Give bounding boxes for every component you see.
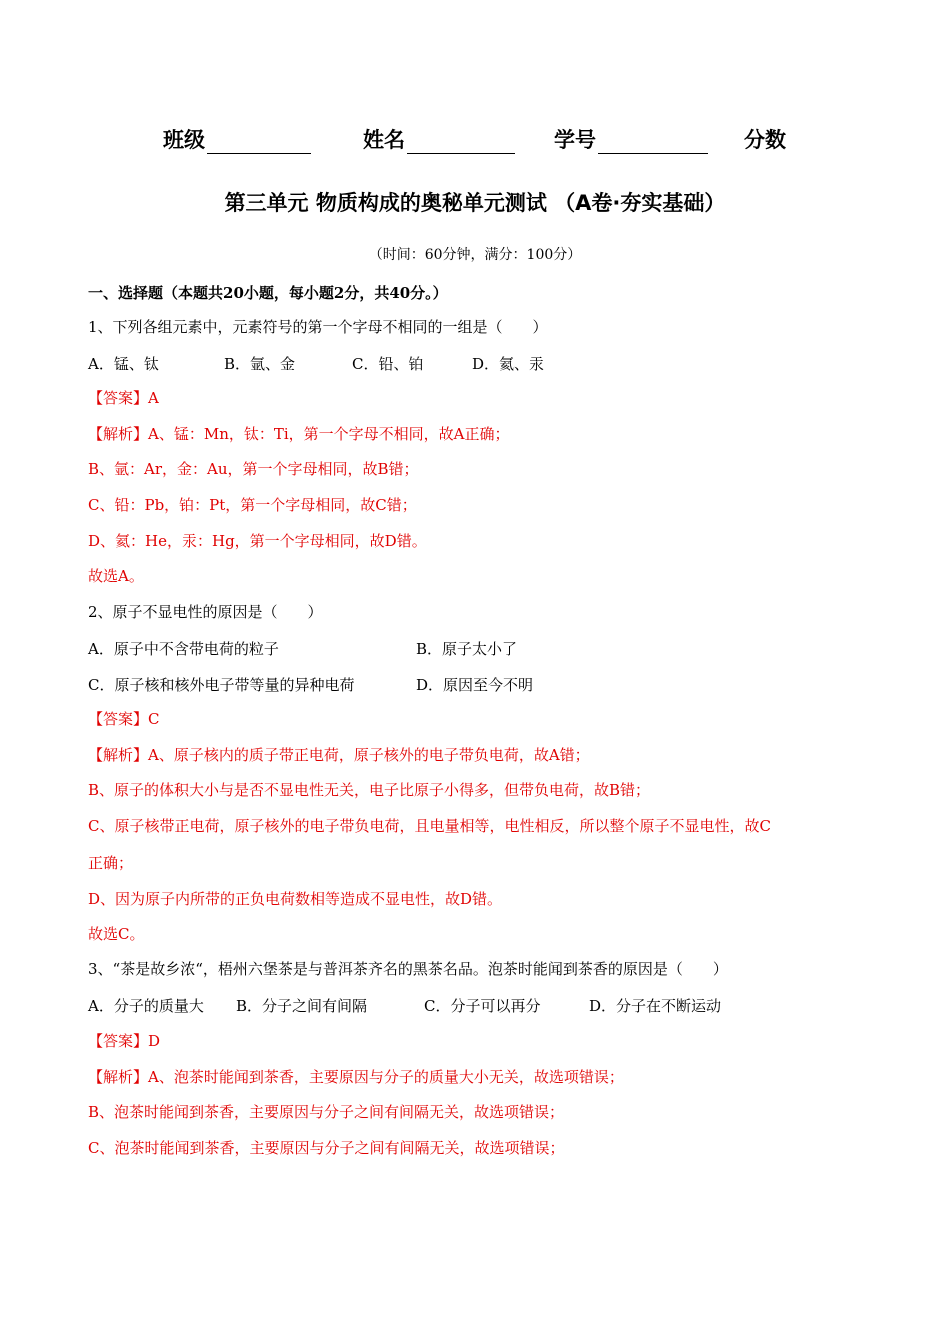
q1-conclusion: 故选A。: [88, 567, 144, 585]
q2-analysis-line: 【解析】A、原子核内的质子带正电荷，原子核外的电子带负电荷，故A错；: [88, 746, 590, 764]
q3-option-d: D．分子在不断运动: [589, 997, 722, 1015]
name-blank: [407, 131, 515, 154]
q1-option-d: D．氦、汞: [472, 355, 545, 373]
q3-analysis-line: C、泡茶时能闻到茶香，主要原因与分子之间有间隔无关，故选项错误；: [88, 1139, 565, 1157]
q3-option-b: B．分子之间有间隔: [236, 997, 368, 1015]
q1-options: [0, 353, 950, 375]
class-blank: [207, 131, 311, 154]
q1-analysis-line: D、氦：He，汞：Hg，第一个字母相同，故D错。: [88, 532, 427, 550]
q3-answer: 【答案】D: [88, 1032, 161, 1050]
score-field: [744, 124, 786, 154]
q2-options-row1: [0, 638, 950, 660]
section-heading: 一、选择题（本题共20小题，每小题2分，共40分。）: [88, 284, 448, 302]
class-label: 班级: [163, 128, 205, 152]
id-field: [554, 124, 708, 154]
name-label: 姓名: [363, 128, 405, 152]
q1-analysis-line: B、氩：Ar，金：Au，第一个字母相同，故B错；: [88, 460, 419, 478]
q1-option-a: A．锰、钛: [88, 355, 159, 373]
q2-analysis-line: B、原子的体积大小与是否不显电性无关，电子比原子小得多，但带负电荷，故B错；: [88, 781, 651, 799]
q2-option-c: C．原子核和核外电子带等量的异种电荷: [88, 676, 355, 694]
student-info-header: [0, 124, 950, 158]
q2-stem: 2、原子不显电性的原因是（ ）: [88, 603, 323, 621]
q3-option-a: A．分子的质量大: [88, 997, 204, 1015]
q3-option-c: C．分子可以再分: [424, 997, 541, 1015]
class-field: [163, 124, 311, 154]
id-label: 学号: [554, 128, 596, 152]
q2-answer: 【答案】C: [88, 710, 160, 728]
q3-stem: 3、“茶是故乡浓“，梧州六堡茶是与普洱茶齐名的黑茶名品。泡茶时能闻到茶香的原因是（ ）: [88, 960, 728, 978]
q1-option-c: C．铅、铂: [352, 355, 424, 373]
q3-options: [0, 995, 950, 1017]
q3-analysis-line: 【解析】A、泡茶时能闻到茶香，主要原因与分子的质量大小无关，故选项错误；: [88, 1068, 624, 1086]
q1-option-b: B．氩、金: [224, 355, 296, 373]
q3-analysis-line: B、泡茶时能闻到茶香，主要原因与分子之间有间隔无关，故选项错误；: [88, 1103, 565, 1121]
name-field: [363, 124, 515, 154]
q1-stem: 1、下列各组元素中，元素符号的第一个字母不相同的一组是（ ）: [88, 318, 548, 336]
q2-conclusion: 故选C。: [88, 925, 145, 943]
q2-option-a: A．原子中不含带电荷的粒子: [88, 640, 279, 658]
q2-analysis-line: C、原子核带正电荷，原子核外的电子带负电荷，且电量相等，电性相反，所以整个原子不显电性，故C: [88, 817, 771, 835]
q1-analysis-line: 【解析】A、锰：Mn，钛：Ti，第一个字母不相同，故A正确；: [88, 425, 510, 443]
q2-options-row2: [0, 674, 950, 696]
q2-analysis-line: 正确；: [88, 854, 134, 872]
q2-analysis-line: D、因为原子内所带的正负电荷数相等造成不显电性，故D错。: [88, 890, 503, 908]
q1-analysis-line: C、铅：Pb，铂：Pt，第一个字母相同，故C错；: [88, 496, 417, 514]
q2-option-d: D．原因至今不明: [416, 676, 534, 694]
q1-answer: 【答案】A: [88, 389, 159, 407]
score-label: 分数: [744, 128, 786, 152]
id-blank: [598, 131, 708, 154]
page-title: 第三单元 物质构成的奥秘单元测试 （A卷·夯实基础）: [224, 191, 726, 215]
q2-option-b: B．原子太小了: [416, 640, 518, 658]
page-subtitle: （时间：60分钟，满分：100分）: [368, 247, 582, 263]
